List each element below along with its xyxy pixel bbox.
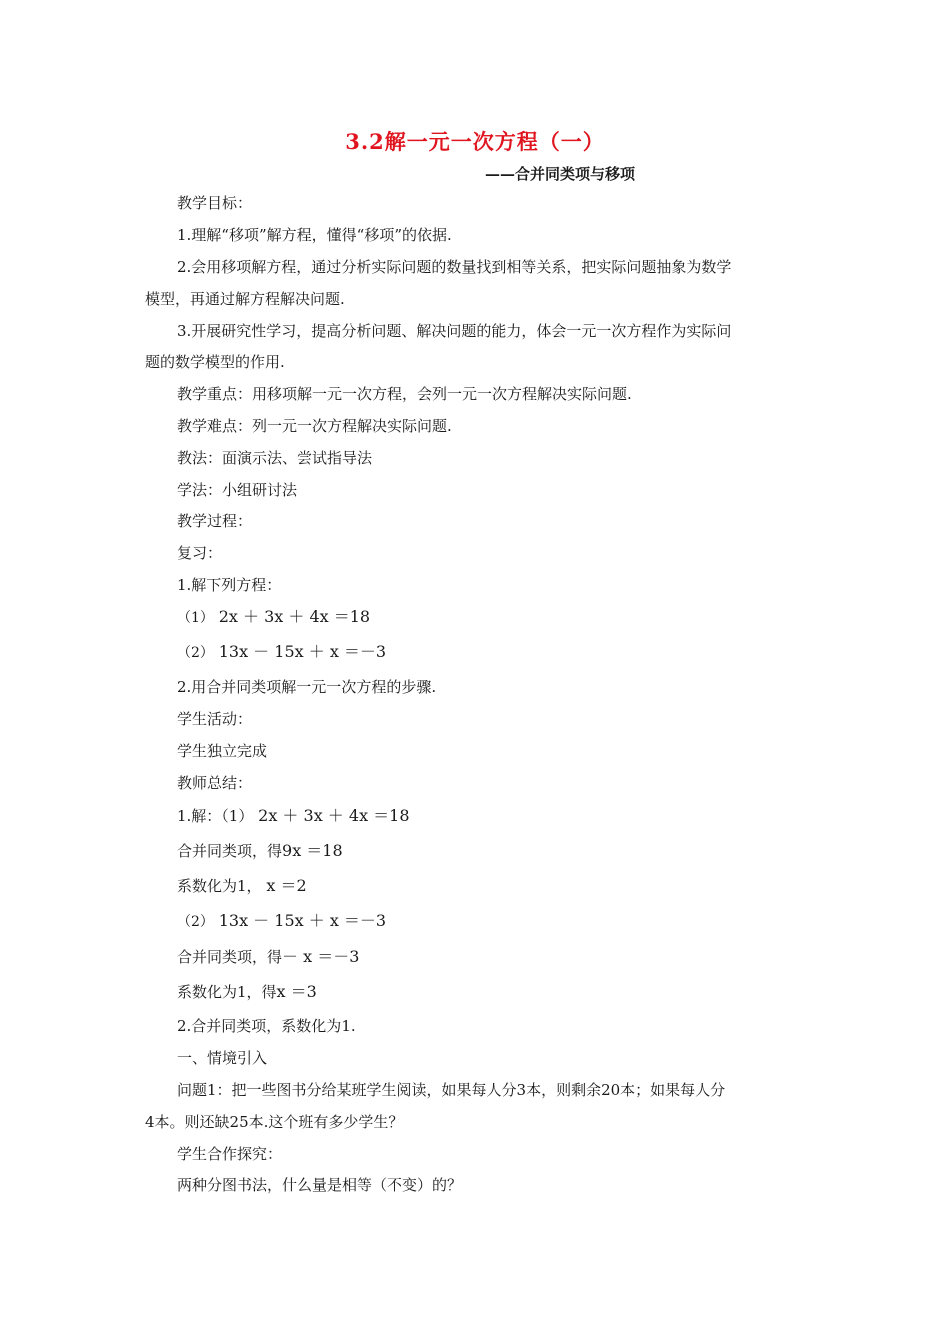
review-equation-2 (177, 642, 386, 663)
step-text: 合并同类项，得 (177, 842, 283, 860)
inquiry-question: 两种分图书法，什么量是相等（不变）的？ (177, 1176, 463, 1194)
teacher-summary-heading: 教师总结： (177, 774, 253, 792)
solution-1 (177, 806, 410, 826)
solution-2-step-1 (177, 947, 359, 967)
equation-math: x ＝3 (276, 982, 317, 1001)
step-text: 系数化为1， (177, 877, 262, 895)
solution-2-step-2 (177, 982, 317, 1002)
equation-math: 13x － 15x ＋ x ＝－3 (218, 642, 387, 661)
student-activity-text: 学生独立完成 (177, 742, 268, 760)
equation-math: 9x ＝18 (282, 841, 343, 860)
goal-3-line-2: 题的数学模型的作用. (145, 353, 285, 371)
section-scenario-heading: 一、情境引入 (177, 1049, 268, 1067)
teaching-goals-heading: 教学目标： (177, 194, 253, 212)
equation-label: （2） (177, 914, 214, 930)
teaching-process-heading: 教学过程： (177, 512, 253, 530)
review-task-2: 2.用合并同类项解一元一次方程的步骤. (177, 678, 437, 696)
review-heading: 复习： (177, 544, 223, 562)
step-text: 系数化为1，得 (177, 983, 277, 1001)
problem-1-line-2: 4本。则还缺25本.这个班有多少学生？ (145, 1113, 404, 1131)
solution-1-step-2 (177, 876, 307, 896)
step-text: 合并同类项，得 (177, 948, 283, 966)
solution-1-step-1 (177, 841, 343, 861)
equation-math: 2x ＋ 3x ＋ 4x ＝18 (218, 607, 371, 626)
goal-2-line-1: 2.会用移项解方程，通过分析实际问题的数量找到相等关系，把实际问题抽象为数学 (177, 258, 732, 276)
document-subtitle: ——合并同类项与移项 (485, 165, 636, 183)
goal-2-line-2: 模型，再通过解方程解决问题. (145, 290, 345, 308)
equation-math: x ＝2 (266, 876, 307, 895)
equation-math: － x ＝－3 (282, 947, 360, 966)
review-task-1: 1.解下列方程： (177, 576, 282, 594)
difficult-point: 教学难点：列一元一次方程解决实际问题. (177, 417, 452, 435)
document-title: 3.2解一元一次方程（一） (345, 129, 605, 154)
cooperative-inquiry-heading: 学生合作探究： (177, 1145, 283, 1163)
summary-point-2: 2.合并同类项，系数化为1. (177, 1017, 356, 1035)
equation-math: 2x ＋ 3x ＋ 4x ＝18 (258, 806, 410, 825)
learning-method: 学法：小组研讨法 (177, 481, 298, 499)
teaching-method: 教法：面演示法、尝试指导法 (177, 449, 373, 467)
equation-math: 13x － 15x ＋ x ＝－3 (218, 911, 387, 930)
goal-1: 1.理解“移项”解方程，懂得“移项”的依据. (177, 226, 452, 244)
solution-prefix: 1.解：（1） (177, 807, 254, 825)
goal-3-line-1: 3.开展研究性学习，提高分析问题、解决问题的能力，体会一元一次方程作为实际问 (177, 322, 732, 340)
key-point: 教学重点：用移项解一元一次方程，会列一元一次方程解决实际问题. (177, 385, 632, 403)
student-activity-heading: 学生活动： (177, 710, 253, 728)
solution-2 (177, 911, 386, 932)
problem-1-line-1: 问题1：把一些图书分给某班学生阅读，如果每人分3本，则剩余20本；如果每人分 (177, 1081, 726, 1099)
equation-label: （1） (177, 610, 214, 626)
equation-label: （2） (177, 645, 214, 661)
review-equation-1 (177, 607, 370, 628)
